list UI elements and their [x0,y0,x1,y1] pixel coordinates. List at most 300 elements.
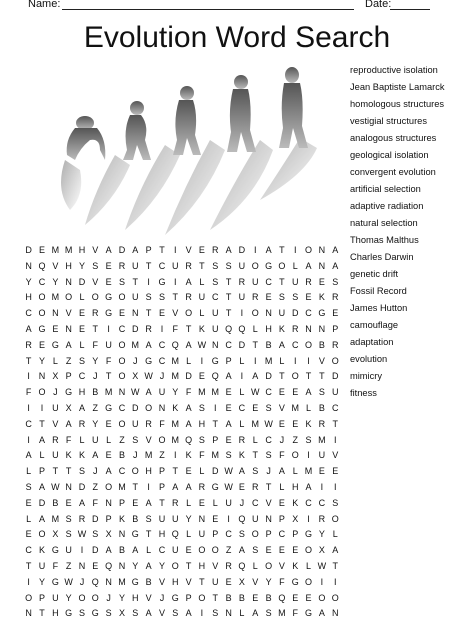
grid-letter[interactable]: S [332,276,339,287]
grid-letter[interactable]: R [185,292,192,303]
grid-letter[interactable]: C [265,387,272,398]
grid-letter[interactable]: F [292,608,298,619]
grid-letter[interactable]: X [52,371,59,382]
grid-letter[interactable]: O [131,466,139,477]
grid-letter[interactable]: F [279,450,285,461]
grid-letter[interactable]: D [212,466,219,477]
grid-letter[interactable]: D [92,513,99,524]
grid-letter[interactable]: S [252,466,259,477]
grid-letter[interactable]: S [212,608,219,619]
grid-letter[interactable]: A [105,545,112,556]
grid-letter[interactable]: A [145,560,152,571]
grid-letter[interactable]: E [65,497,72,508]
grid-letter[interactable]: V [318,355,325,366]
grid-letter[interactable]: I [80,545,84,556]
grid-letter[interactable]: O [65,292,73,303]
grid-letter[interactable]: R [225,560,232,571]
grid-letter[interactable]: M [118,481,126,492]
grid-letter[interactable]: I [307,355,310,366]
grid-letter[interactable]: T [65,466,72,477]
grid-letter[interactable]: A [78,497,85,508]
grid-letter[interactable]: U [105,339,112,350]
grid-letter[interactable]: S [25,481,32,492]
grid-letter[interactable]: U [172,545,179,556]
grid-letter[interactable]: T [39,608,45,619]
grid-letter[interactable]: V [172,308,179,319]
grid-letter[interactable]: O [211,545,219,556]
grid-letter[interactable]: I [240,371,244,382]
grid-letter[interactable]: H [132,592,139,603]
grid-letter[interactable]: J [159,592,165,603]
grid-letter[interactable]: P [212,529,219,540]
grid-letter[interactable]: N [118,529,126,540]
grid-letter[interactable]: V [278,402,285,413]
grid-letter[interactable]: C [158,355,166,366]
grid-letter[interactable]: T [225,308,232,319]
grid-letter[interactable]: A [238,545,245,556]
grid-letter[interactable]: D [291,308,299,319]
grid-letter[interactable]: I [147,276,150,287]
grid-letter[interactable]: S [318,387,325,398]
grid-letter[interactable]: C [78,371,86,382]
grid-letter[interactable]: L [186,355,192,366]
grid-letter[interactable]: W [264,418,273,429]
grid-letter[interactable]: T [225,292,232,303]
grid-letter[interactable]: Q [38,260,46,271]
grid-letter[interactable]: A [145,339,152,350]
grid-letter[interactable]: D [38,497,46,508]
grid-letter[interactable]: F [159,418,165,429]
grid-letter[interactable]: O [198,592,206,603]
grid-letter[interactable]: Y [65,592,72,603]
grid-letter[interactable]: C [38,276,46,287]
grid-letter[interactable]: U [52,592,59,603]
grid-letter[interactable]: P [158,481,165,492]
grid-letter[interactable]: P [278,513,285,524]
grid-letter[interactable]: V [185,576,192,587]
grid-letter[interactable]: Z [119,434,125,445]
grid-letter[interactable]: A [105,245,112,255]
grid-letter[interactable]: T [52,466,59,477]
grid-letter[interactable]: O [78,592,86,603]
grid-letter[interactable]: A [238,466,245,477]
grid-letter[interactable]: V [145,434,152,445]
grid-letter[interactable]: T [25,355,32,366]
grid-letter[interactable]: U [158,513,166,524]
grid-letter[interactable]: K [198,323,205,334]
grid-letter[interactable]: T [145,308,152,319]
grid-letter[interactable]: I [200,355,204,366]
grid-letter[interactable]: E [278,497,285,508]
grid-letter[interactable]: P [105,513,112,524]
grid-letter[interactable]: U [132,418,139,429]
grid-letter[interactable]: S [145,513,152,524]
grid-letter[interactable]: B [225,592,232,603]
grid-letter[interactable]: U [212,323,219,334]
grid-letter[interactable]: E [105,276,112,287]
grid-letter[interactable]: J [53,387,58,398]
grid-letter[interactable]: N [105,576,112,587]
grid-letter[interactable]: O [305,576,313,587]
grid-letter[interactable]: O [118,355,126,366]
grid-letter[interactable]: L [239,418,245,429]
grid-letter[interactable]: I [253,245,257,255]
grid-letter[interactable]: T [105,371,112,382]
grid-letter[interactable]: D [132,402,139,413]
grid-letter[interactable]: T [185,323,192,334]
grid-letter[interactable]: I [320,576,324,587]
grid-letter[interactable]: G [131,576,139,587]
grid-letter[interactable]: O [305,545,313,556]
grid-letter[interactable]: N [65,481,72,492]
grid-letter[interactable]: S [92,260,99,271]
grid-letter[interactable]: A [225,418,232,429]
grid-letter[interactable]: Y [132,560,139,571]
grid-letter[interactable]: Q [185,434,193,445]
grid-letter[interactable]: M [64,245,73,255]
grid-letter[interactable]: T [252,339,258,350]
grid-letter[interactable]: G [158,276,166,287]
grid-letter[interactable]: A [25,450,32,461]
grid-letter[interactable]: I [27,434,30,445]
grid-letter[interactable]: E [252,592,259,603]
grid-letter[interactable]: H [52,608,59,619]
grid-letter[interactable]: Q [105,560,113,571]
grid-letter[interactable]: R [291,323,299,334]
grid-letter[interactable]: O [291,371,299,382]
grid-letter[interactable]: E [225,434,232,445]
grid-letter[interactable]: G [91,608,99,619]
grid-letter[interactable]: F [92,497,99,508]
grid-letter[interactable]: E [38,339,45,350]
grid-letter[interactable]: O [251,308,259,319]
grid-letter[interactable]: N [318,245,326,255]
grid-letter[interactable]: O [91,292,99,303]
grid-letter[interactable]: C [225,529,232,540]
grid-letter[interactable]: I [214,402,217,413]
grid-letter[interactable]: H [78,245,86,255]
grid-letter[interactable]: U [172,260,179,271]
grid-letter[interactable]: N [65,276,72,287]
grid-letter[interactable]: N [118,560,126,571]
grid-letter[interactable]: O [118,292,126,303]
grid-letter[interactable]: L [292,260,298,271]
grid-letter[interactable]: Q [238,560,246,571]
grid-letter[interactable]: K [185,450,192,461]
grid-letter[interactable]: I [160,323,164,334]
grid-letter[interactable]: R [118,260,126,271]
grid-letter[interactable]: I [27,402,30,413]
grid-letter[interactable]: R [78,418,86,429]
grid-letter[interactable]: T [159,497,165,508]
grid-letter[interactable]: A [185,339,192,350]
grid-letter[interactable]: V [252,576,259,587]
grid-letter[interactable]: J [133,450,138,461]
grid-letter[interactable]: J [159,371,165,382]
grid-letter[interactable]: S [332,497,339,508]
grid-letter[interactable]: C [158,339,166,350]
grid-letter[interactable]: B [118,545,125,556]
grid-letter[interactable]: B [118,450,125,461]
grid-letter[interactable]: C [318,497,326,508]
grid-letter[interactable]: S [252,545,259,556]
grid-letter[interactable]: P [118,497,125,508]
grid-letter[interactable]: D [265,371,272,382]
grid-letter[interactable]: R [172,497,179,508]
grid-letter[interactable]: S [198,434,205,445]
grid-letter[interactable]: W [224,466,233,477]
grid-letter[interactable]: I [293,245,297,255]
grid-letter[interactable]: N [265,513,272,524]
grid-letter[interactable]: Y [172,387,179,398]
grid-letter[interactable]: L [239,387,245,398]
grid-letter[interactable]: X [105,529,112,540]
grid-letter[interactable]: K [172,402,179,413]
grid-letter[interactable]: Y [265,576,272,587]
grid-letter[interactable]: S [65,513,72,524]
grid-letter[interactable]: O [38,292,46,303]
grid-letter[interactable]: S [265,402,272,413]
grid-letter[interactable]: J [106,592,111,603]
grid-letter[interactable]: E [318,466,325,477]
grid-letter[interactable]: T [145,260,152,271]
grid-letter[interactable]: L [239,355,245,366]
grid-letter[interactable]: S [172,608,179,619]
grid-letter[interactable]: D [78,481,86,492]
grid-letter[interactable]: B [265,592,272,603]
grid-letter[interactable]: R [52,434,59,445]
grid-letter[interactable]: G [211,481,219,492]
grid-letter[interactable]: L [79,339,85,350]
grid-letter[interactable]: S [238,529,245,540]
grid-letter[interactable]: N [225,608,232,619]
grid-letter[interactable]: V [212,560,219,571]
grid-letter[interactable]: G [105,292,113,303]
grid-letter[interactable]: N [25,260,32,271]
grid-letter[interactable]: R [185,260,192,271]
grid-letter[interactable]: A [305,481,312,492]
grid-letter[interactable]: Z [159,450,165,461]
grid-letter[interactable]: O [38,529,46,540]
grid-letter[interactable]: A [332,260,339,271]
grid-letter[interactable]: D [185,371,192,382]
grid-letter[interactable]: N [78,560,86,571]
grid-letter[interactable]: A [332,245,339,255]
grid-letter[interactable]: H [198,560,206,571]
grid-letter[interactable]: T [212,418,218,429]
grid-letter[interactable]: R [318,513,326,524]
grid-letter[interactable]: I [293,355,297,366]
grid-letter[interactable]: B [92,387,99,398]
grid-letter[interactable]: F [52,560,59,571]
grid-letter[interactable]: O [265,560,273,571]
grid-letter[interactable]: N [65,323,72,334]
grid-letter[interactable]: D [78,276,86,287]
grid-letter[interactable]: R [212,245,219,255]
grid-letter[interactable]: R [331,339,339,350]
grid-letter[interactable]: V [158,576,165,587]
grid-letter[interactable]: E [252,402,259,413]
grid-letter[interactable]: E [185,545,192,556]
grid-letter[interactable]: L [332,529,338,540]
grid-letter[interactable]: B [238,592,245,603]
grid-letter[interactable]: U [251,513,259,524]
grid-letter[interactable]: E [212,513,219,524]
grid-letter[interactable]: V [265,497,272,508]
grid-letter[interactable]: K [292,560,299,571]
grid-letter[interactable]: L [252,560,258,571]
grid-letter[interactable]: U [52,450,59,461]
grid-letter[interactable]: L [279,355,285,366]
grid-letter[interactable]: O [331,513,339,524]
grid-letter[interactable]: M [51,245,60,255]
grid-letter[interactable]: V [185,245,192,255]
grid-letter[interactable]: O [331,355,339,366]
grid-letter[interactable]: L [252,434,258,445]
grid-letter[interactable]: E [225,387,232,398]
grid-letter[interactable]: Z [92,402,99,413]
grid-letter[interactable]: D [238,245,246,255]
grid-letter[interactable]: F [25,387,32,398]
grid-letter[interactable]: R [198,481,206,492]
grid-letter[interactable]: S [145,292,152,303]
grid-letter[interactable]: R [25,339,32,350]
grid-letter[interactable]: N [38,371,46,382]
grid-letter[interactable]: U [225,497,232,508]
grid-letter[interactable]: G [318,308,326,319]
grid-letter[interactable]: T [279,245,285,255]
grid-letter[interactable]: E [185,466,192,477]
grid-letter[interactable]: O [118,418,126,429]
grid-letter[interactable]: L [279,481,285,492]
grid-letter[interactable]: C [225,339,232,350]
grid-letter[interactable]: O [118,371,126,382]
grid-letter[interactable]: A [145,608,152,619]
grid-letter[interactable]: E [158,308,165,319]
grid-letter[interactable]: M [251,418,259,429]
grid-letter[interactable]: L [199,308,205,319]
grid-letter[interactable]: A [132,545,139,556]
grid-letter[interactable]: O [278,260,286,271]
grid-letter[interactable]: S [78,608,85,619]
grid-letter[interactable]: U [52,402,59,413]
grid-letter[interactable]: C [305,497,312,508]
date-line[interactable] [390,9,430,10]
grid-letter[interactable]: A [38,434,45,445]
grid-letter[interactable]: N [198,513,206,524]
grid-letter[interactable]: T [212,592,218,603]
grid-letter[interactable]: A [172,481,179,492]
grid-letter[interactable]: I [333,576,337,587]
grid-letter[interactable]: E [25,497,32,508]
grid-letter[interactable]: P [225,355,232,366]
grid-letter[interactable]: O [171,560,179,571]
grid-letter[interactable]: E [292,418,299,429]
grid-letter[interactable]: K [238,450,245,461]
grid-letter[interactable]: E [265,545,272,556]
grid-letter[interactable]: A [185,402,192,413]
grid-letter[interactable]: P [158,466,165,477]
grid-letter[interactable]: S [65,529,72,540]
grid-letter[interactable]: R [251,481,259,492]
grid-letter[interactable]: M [131,339,140,350]
grid-letter[interactable]: R [238,276,246,287]
grid-letter[interactable]: J [93,466,98,477]
grid-letter[interactable]: I [307,450,310,461]
grid-letter[interactable]: E [92,560,99,571]
grid-letter[interactable]: I [333,481,337,492]
grid-letter[interactable]: R [305,276,312,287]
grid-letter[interactable]: E [278,545,285,556]
grid-letter[interactable]: E [105,260,112,271]
grid-letter[interactable]: H [198,418,206,429]
grid-letter[interactable]: S [78,466,85,477]
grid-letter[interactable]: L [146,545,152,556]
grid-letter[interactable]: V [92,245,99,255]
grid-letter[interactable]: L [239,608,245,619]
grid-letter[interactable]: W [197,339,207,350]
grid-letter[interactable]: I [307,513,310,524]
grid-letter[interactable]: U [158,387,166,398]
grid-letter[interactable]: W [51,481,60,492]
grid-letter[interactable]: O [318,592,326,603]
grid-letter[interactable]: R [331,292,339,303]
grid-letter[interactable]: A [78,402,85,413]
grid-letter[interactable]: O [331,592,339,603]
grid-letter[interactable]: Y [38,576,45,587]
grid-letter[interactable]: M [51,292,60,303]
grid-letter[interactable]: H [158,529,166,540]
grid-letter[interactable]: E [332,308,339,319]
grid-letter[interactable]: G [171,592,179,603]
grid-letter[interactable]: Y [118,592,125,603]
grid-letter[interactable]: A [278,466,285,477]
grid-letter[interactable]: O [185,308,193,319]
grid-letter[interactable]: J [79,576,85,587]
grid-letter[interactable]: D [118,245,126,255]
grid-letter[interactable]: A [25,323,32,334]
grid-letter[interactable]: Q [171,339,179,350]
grid-letter[interactable]: U [331,387,339,398]
grid-letter[interactable]: K [38,545,45,556]
grid-letter[interactable]: L [292,466,298,477]
grid-letter[interactable]: B [318,339,325,350]
grid-letter[interactable]: C [265,276,272,287]
grid-letter[interactable]: A [318,608,325,619]
grid-letter[interactable]: L [79,434,85,445]
grid-letter[interactable]: E [52,323,59,334]
grid-letter[interactable]: T [279,371,285,382]
grid-letter[interactable]: W [77,529,87,540]
grid-letter[interactable]: B [318,402,325,413]
grid-letter[interactable]: R [145,323,152,334]
grid-letter[interactable]: Y [25,276,32,287]
grid-letter[interactable]: E [332,466,339,477]
grid-letter[interactable]: L [212,497,218,508]
grid-letter[interactable]: S [158,292,165,303]
grid-letter[interactable]: L [252,323,258,334]
grid-letter[interactable]: A [185,418,192,429]
grid-letter[interactable]: M [291,402,299,413]
grid-letter[interactable]: U [318,450,326,461]
grid-letter[interactable]: E [305,292,312,303]
grid-letter[interactable]: Y [92,418,99,429]
grid-letter[interactable]: U [172,513,179,524]
grid-letter[interactable]: L [199,276,205,287]
grid-letter[interactable]: W [317,560,327,571]
grid-letter[interactable]: H [172,576,179,587]
grid-letter[interactable]: A [145,497,152,508]
